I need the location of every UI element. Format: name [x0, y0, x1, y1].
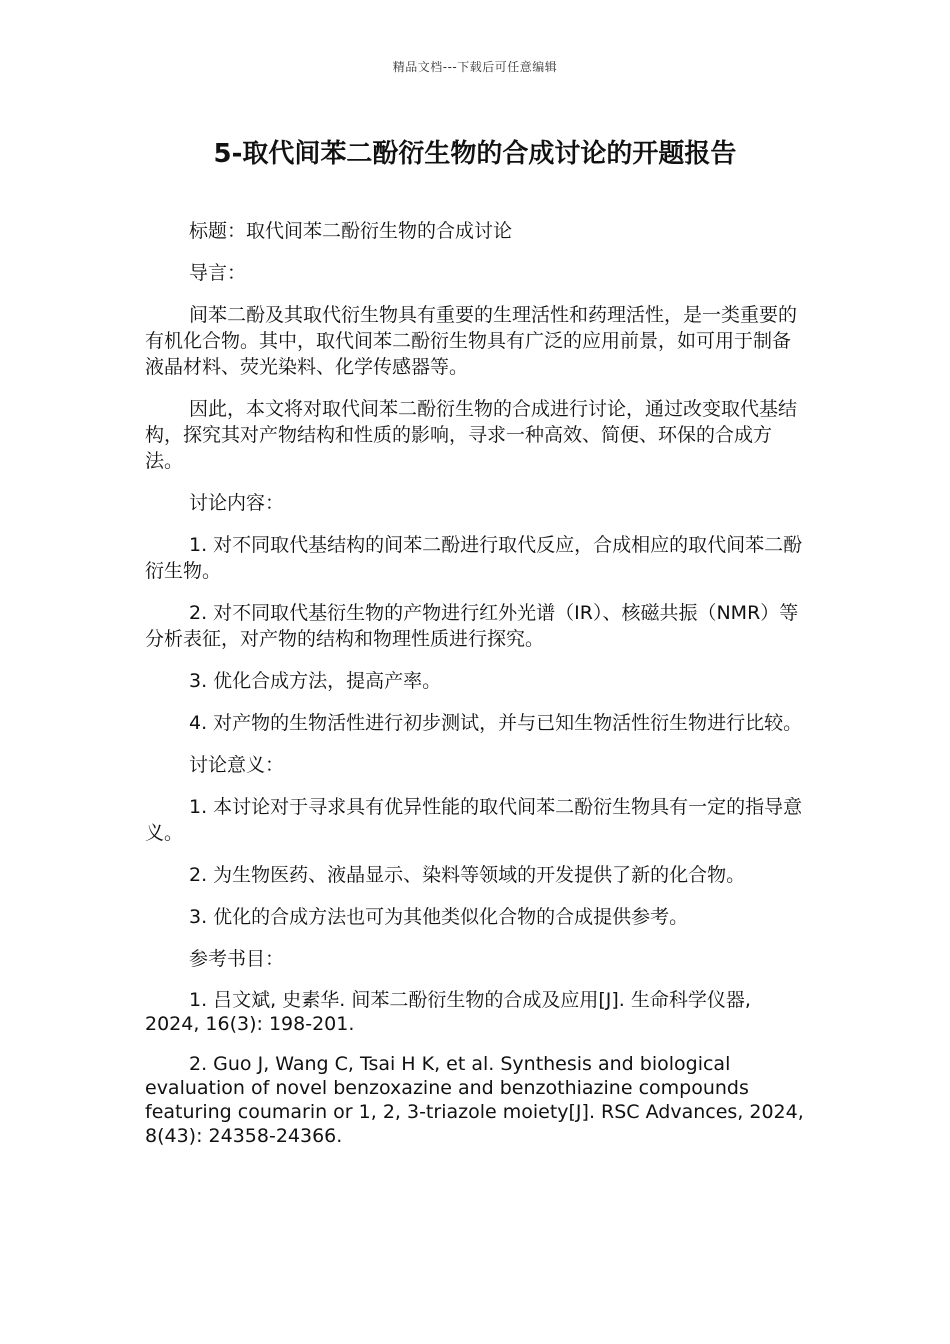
- subject-line: 标题：取代间苯二酚衍生物的合成讨论: [189, 220, 513, 242]
- section-heading-introduction: 导言：: [189, 262, 247, 284]
- reference-item: 2. Guo J, Wang C, Tsai H K, et al. Synthesis and biological evaluation of novel benzoxazine and benzothiazine compounds featuring coumarin or 1, 2, 3-triazole moiety[J]. RSC Advances, 2024, 8(43): 24358-24366.: [145, 1053, 804, 1147]
- reference-item: 1. 吕文斌, 史素华. 间苯二酚衍生物的合成及应用[J]. 生命科学仪器, 2024, 16(3): 198-201.: [145, 989, 751, 1035]
- content-item: 1. 对不同取代基结构的间苯二酚进行取代反应，合成相应的取代间苯二酚衍生物。: [145, 534, 803, 582]
- content-item: 2. 对不同取代基衍生物的产物进行红外光谱（IR）、核磁共振（NMR）等分析表征，对产物的结构和物理性质进行探究。: [145, 602, 799, 650]
- header-note: 精品文档---下载后可任意编辑: [392, 60, 558, 74]
- significance-item: 1. 本讨论对于寻求具有优异性能的取代间苯二酚衍生物具有一定的指导意义。: [145, 796, 803, 844]
- document-body: [145, 218, 807, 1164]
- significance-item: 3. 优化的合成方法也可为其他类似化合物的合成提供参考。: [189, 906, 689, 928]
- intro-paragraph: 因此，本文将对取代间苯二酚衍生物的合成进行讨论，通过改变取代基结构，探究其对产物结构和性质的影响，寻求一种高效、简便、环保的合成方法。: [145, 398, 798, 472]
- section-heading-content: 讨论内容：: [189, 492, 285, 514]
- content-item: 4. 对产物的生物活性进行初步测试，并与已知生物活性衍生物进行比较。: [189, 712, 803, 734]
- section-heading-significance: 讨论意义：: [189, 754, 285, 776]
- page-title: 5-取代间苯二酚衍生物的合成讨论的开题报告: [213, 139, 737, 169]
- content-item: 3. 优化合成方法，提高产率。: [189, 670, 442, 692]
- intro-paragraph: 间苯二酚及其取代衍生物具有重要的生理活性和药理活性，是一类重要的有机化合物。其中，取代间苯二酚衍生物具有广泛的应用前景，如可用于制备液晶材料、荧光染料、化学传感器等。: [145, 304, 798, 378]
- section-heading-references: 参考书目：: [189, 948, 285, 970]
- significance-item: 2. 为生物医药、液晶显示、染料等领域的开发提供了新的化合物。: [189, 864, 746, 886]
